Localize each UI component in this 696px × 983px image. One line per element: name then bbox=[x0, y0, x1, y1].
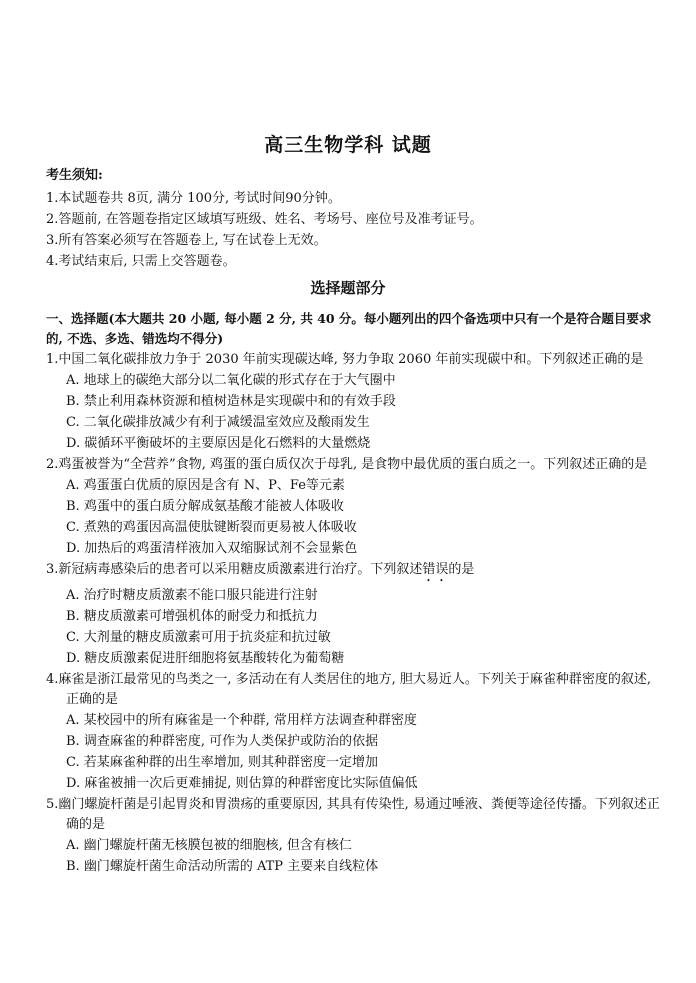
notice-line: 2.答题前, 在答题卷指定区域填写班级、姓名、考场号、座位号及准考证号。 bbox=[46, 212, 483, 227]
stem-text: 3.新冠病毒感染后的患者可以采用糖皮质激素进行治疗。下列叙述 bbox=[46, 562, 423, 577]
question-list bbox=[46, 350, 662, 877]
answer-option: C. 煮熟的鸡蛋因高温使肽键断裂而更易被人体吸收 bbox=[66, 520, 357, 535]
question-stem: 4.麻雀是浙江最常见的鸟类之一, 多活动在有人类居住的地方, 胆大易近人。下列关于麻雀种群密度的叙述, 正确的是 bbox=[46, 672, 652, 707]
question-2 bbox=[46, 455, 662, 559]
question-4 bbox=[46, 670, 662, 794]
question-1 bbox=[46, 350, 662, 454]
answer-option: A. 某校园中的所有麻雀是一个种群, 常用样方法调查种群密度 bbox=[66, 713, 417, 728]
notice-line: 1.本试题卷共 8页, 满分 100分, 考试时间90分钟。 bbox=[46, 191, 341, 206]
answer-option: B. 幽门螺旋杆菌生命活动所需的 ATP 主要来自线粒体 bbox=[66, 859, 379, 874]
answer-option: C. 二氧化碳排放减少有利于减缓温室效应及酸雨发生 bbox=[66, 415, 370, 430]
answer-option: B. 禁止利用森林资源和植树造林是实现碳中和的有效手段 bbox=[66, 394, 396, 409]
question-stem: 1.中国二氧化碳排放力争于 2030 年前实现碳达峰, 努力争取 2060 年前实现碳中和。下列叙述正确的是 bbox=[46, 352, 644, 367]
question-3 bbox=[46, 560, 662, 669]
answer-option: B. 调查麻雀的种群密度, 可作为人类保护或防治的依据 bbox=[66, 734, 379, 749]
answer-option: D. 糖皮质激素促进肝细胞将氨基酸转化为葡萄糖 bbox=[66, 651, 345, 666]
question-stem: 5.幽门螺旋杆菌是引起胃炎和胃溃疡的重要原因, 其具有传染性, 易通过唾液、粪便等途径传播。下列叙述正确的是 bbox=[46, 797, 660, 832]
exam-title: 高三生物学科 试题 bbox=[264, 134, 432, 156]
answer-option: C. 若某麻雀种群的出生率增加, 则其种群密度一定增加 bbox=[66, 755, 379, 770]
answer-option: D. 加热后的鸡蛋清样液加入双缩脲试剂不会显紫色 bbox=[66, 541, 358, 556]
notice-heading: 考生须知: bbox=[46, 168, 103, 183]
stem-text: 的是 bbox=[448, 562, 475, 577]
answer-option: B. 鸡蛋中的蛋白质分解成氨基酸才能被人体吸收 bbox=[66, 499, 344, 514]
candidate-notice bbox=[46, 164, 656, 272]
answer-option: B. 糖皮质激素可增强机体的耐受力和抵抗力 bbox=[66, 609, 318, 624]
question-stem bbox=[46, 560, 662, 585]
answer-option: A. 治疗时糖皮质激素不能口服只能进行注射 bbox=[66, 588, 318, 603]
answer-option: A. 地球上的碳绝大部分以二氧化碳的形式存在于大气圈中 bbox=[66, 373, 396, 388]
question-5 bbox=[46, 795, 662, 877]
answer-option: D. 碳循环平衡破坏的主要原因是化石燃料的大量燃烧 bbox=[66, 436, 371, 451]
answer-option: C. 大剂量的糖皮质激素可用于抗炎症和抗过敏 bbox=[66, 630, 331, 645]
emphasized-word: 错误 bbox=[422, 562, 449, 577]
notice-line: 4.考试结束后, 只需上交答题卷。 bbox=[46, 254, 236, 269]
section-instructions: 一、选择题(本大题共 20 小题, 每小题 2 分, 共 40 分。每小题列出的四个备选项中只有一个是符合题目要求的, 不选、多选、错选均不得分) bbox=[46, 311, 652, 346]
section-title: 选择题部分 bbox=[310, 279, 386, 297]
notice-line: 3.所有答案必须写在答题卷上, 写在试卷上无效。 bbox=[46, 233, 327, 248]
answer-option: D. 麻雀被捕一次后更难捕捉, 则估算的种群密度比实际值偏低 bbox=[66, 776, 418, 791]
answer-option: A. 幽门螺旋杆菌无核膜包被的细胞核, 但含有核仁 bbox=[66, 838, 352, 853]
answer-option: A. 鸡蛋蛋白优质的原因是含有 N、P、Fe等元素 bbox=[66, 478, 345, 493]
question-stem: 2.鸡蛋被誉为“全营养”食物, 鸡蛋的蛋白质仅次于母乳, 是食物中最优质的蛋白质之一。下列叙述正确的是 bbox=[46, 457, 648, 472]
